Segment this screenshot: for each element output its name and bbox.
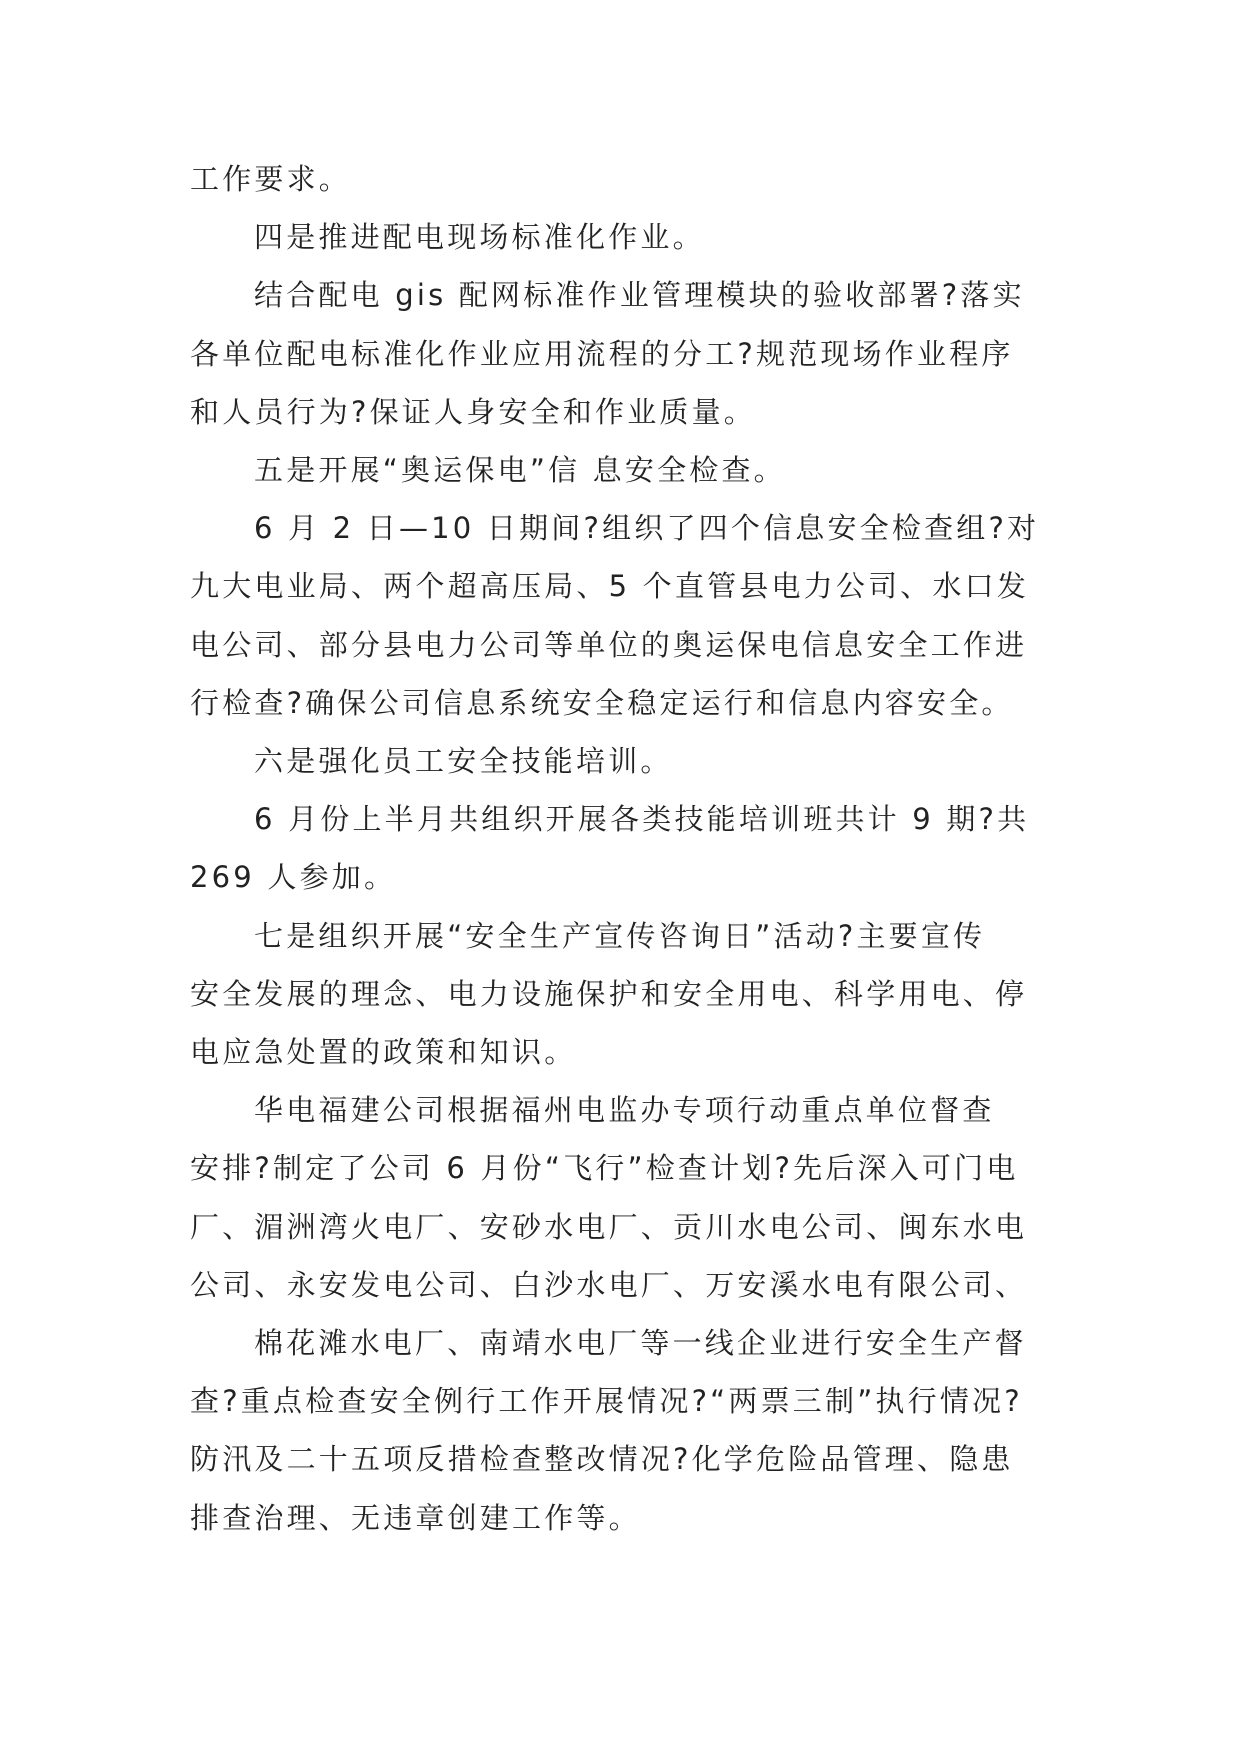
text-line [190,208,1062,266]
text-line [190,1372,1062,1430]
text-line-content: 安全发展的理念、电力设施保护和安全用电、科学用电、停 [190,976,1028,1011]
text-line-content: 公司、永安发电公司、白沙水电厂、万安溪水电有限公司、 [190,1267,1028,1302]
text-line-content: 6 月 2 日—10 日期间?组织了四个信息安全检查组?对 [254,511,1040,546]
text-line-content: 防汛及二十五项反措检查整改情况?化学危险品管理、隐患 [190,1442,1014,1477]
text-line [190,499,1062,557]
text-line [190,1081,1062,1139]
text-line-content: 查?重点检查安全例行工作开展情况?“两票三制”执行情况? [190,1384,1023,1419]
text-line-content: 电公司、部分县电力公司等单位的奥运保电信息安全工作进 [190,627,1028,662]
text-line [190,965,1062,1023]
text-line-content: 四是推进配电现场标准化作业。 [254,220,705,255]
text-line [190,441,1062,499]
text-line-content: 安排?制定了公司 6 月份“飞行”检查计划?先后深入可门电 [190,1151,1019,1186]
text-line [190,150,1062,208]
text-line-content: 排查治理、无违章创建工作等。 [190,1500,641,1535]
document-body [190,150,1062,1547]
text-line [190,1198,1062,1256]
text-line-content: 七是组织开展“安全生产宣传咨询日”活动?主要宣传 [254,918,986,953]
text-line [190,1139,1062,1197]
text-line [190,1256,1062,1314]
text-line [190,1430,1062,1488]
text-line-content: 棉花滩水电厂、南靖水电厂等一线企业进行安全生产督 [254,1326,1027,1361]
text-line [190,848,1062,906]
text-line-content: 行检查?确保公司信息系统安全稳定运行和信息内容安全。 [190,685,1014,720]
text-line-content: 五是开展“奥运保电”信 息安全检查。 [254,453,786,488]
text-line [190,383,1062,441]
text-line [190,616,1062,674]
text-line [190,325,1062,383]
text-line [190,732,1062,790]
text-line-content: 和人员行为?保证人身安全和作业质量。 [190,394,756,429]
text-line [190,907,1062,965]
text-line-content: 厂、湄洲湾火电厂、安砂水电厂、贡川水电公司、闽东水电 [190,1209,1028,1244]
text-line-content: 六是强化员工安全技能培训。 [254,744,673,779]
text-line [190,557,1062,615]
text-line [190,1023,1062,1081]
text-line-content: 269 人参加。 [190,860,397,895]
text-line [190,1314,1062,1372]
text-line-content: 华电福建公司根据福州电监办专项行动重点单位督查 [254,1093,995,1128]
text-line-content: 电应急处置的政策和知识。 [190,1035,577,1070]
text-line-content: 结合配电 gis 配网标准作业管理模块的验收部署?落实 [254,278,1025,313]
text-line-content: 6 月份上半月共组织开展各类技能培训班共计 9 期?共 [254,802,1030,837]
text-line [190,790,1062,848]
text-line [190,674,1062,732]
text-line [190,266,1062,324]
text-line-content: 九大电业局、两个超高压局、5 个直管县电力公司、水口发 [190,569,1030,604]
text-line-content: 各单位配电标准化作业应用流程的分工?规范现场作业程序 [190,336,1014,371]
text-line [190,1489,1062,1547]
text-line-content: 工作要求。 [190,162,352,196]
